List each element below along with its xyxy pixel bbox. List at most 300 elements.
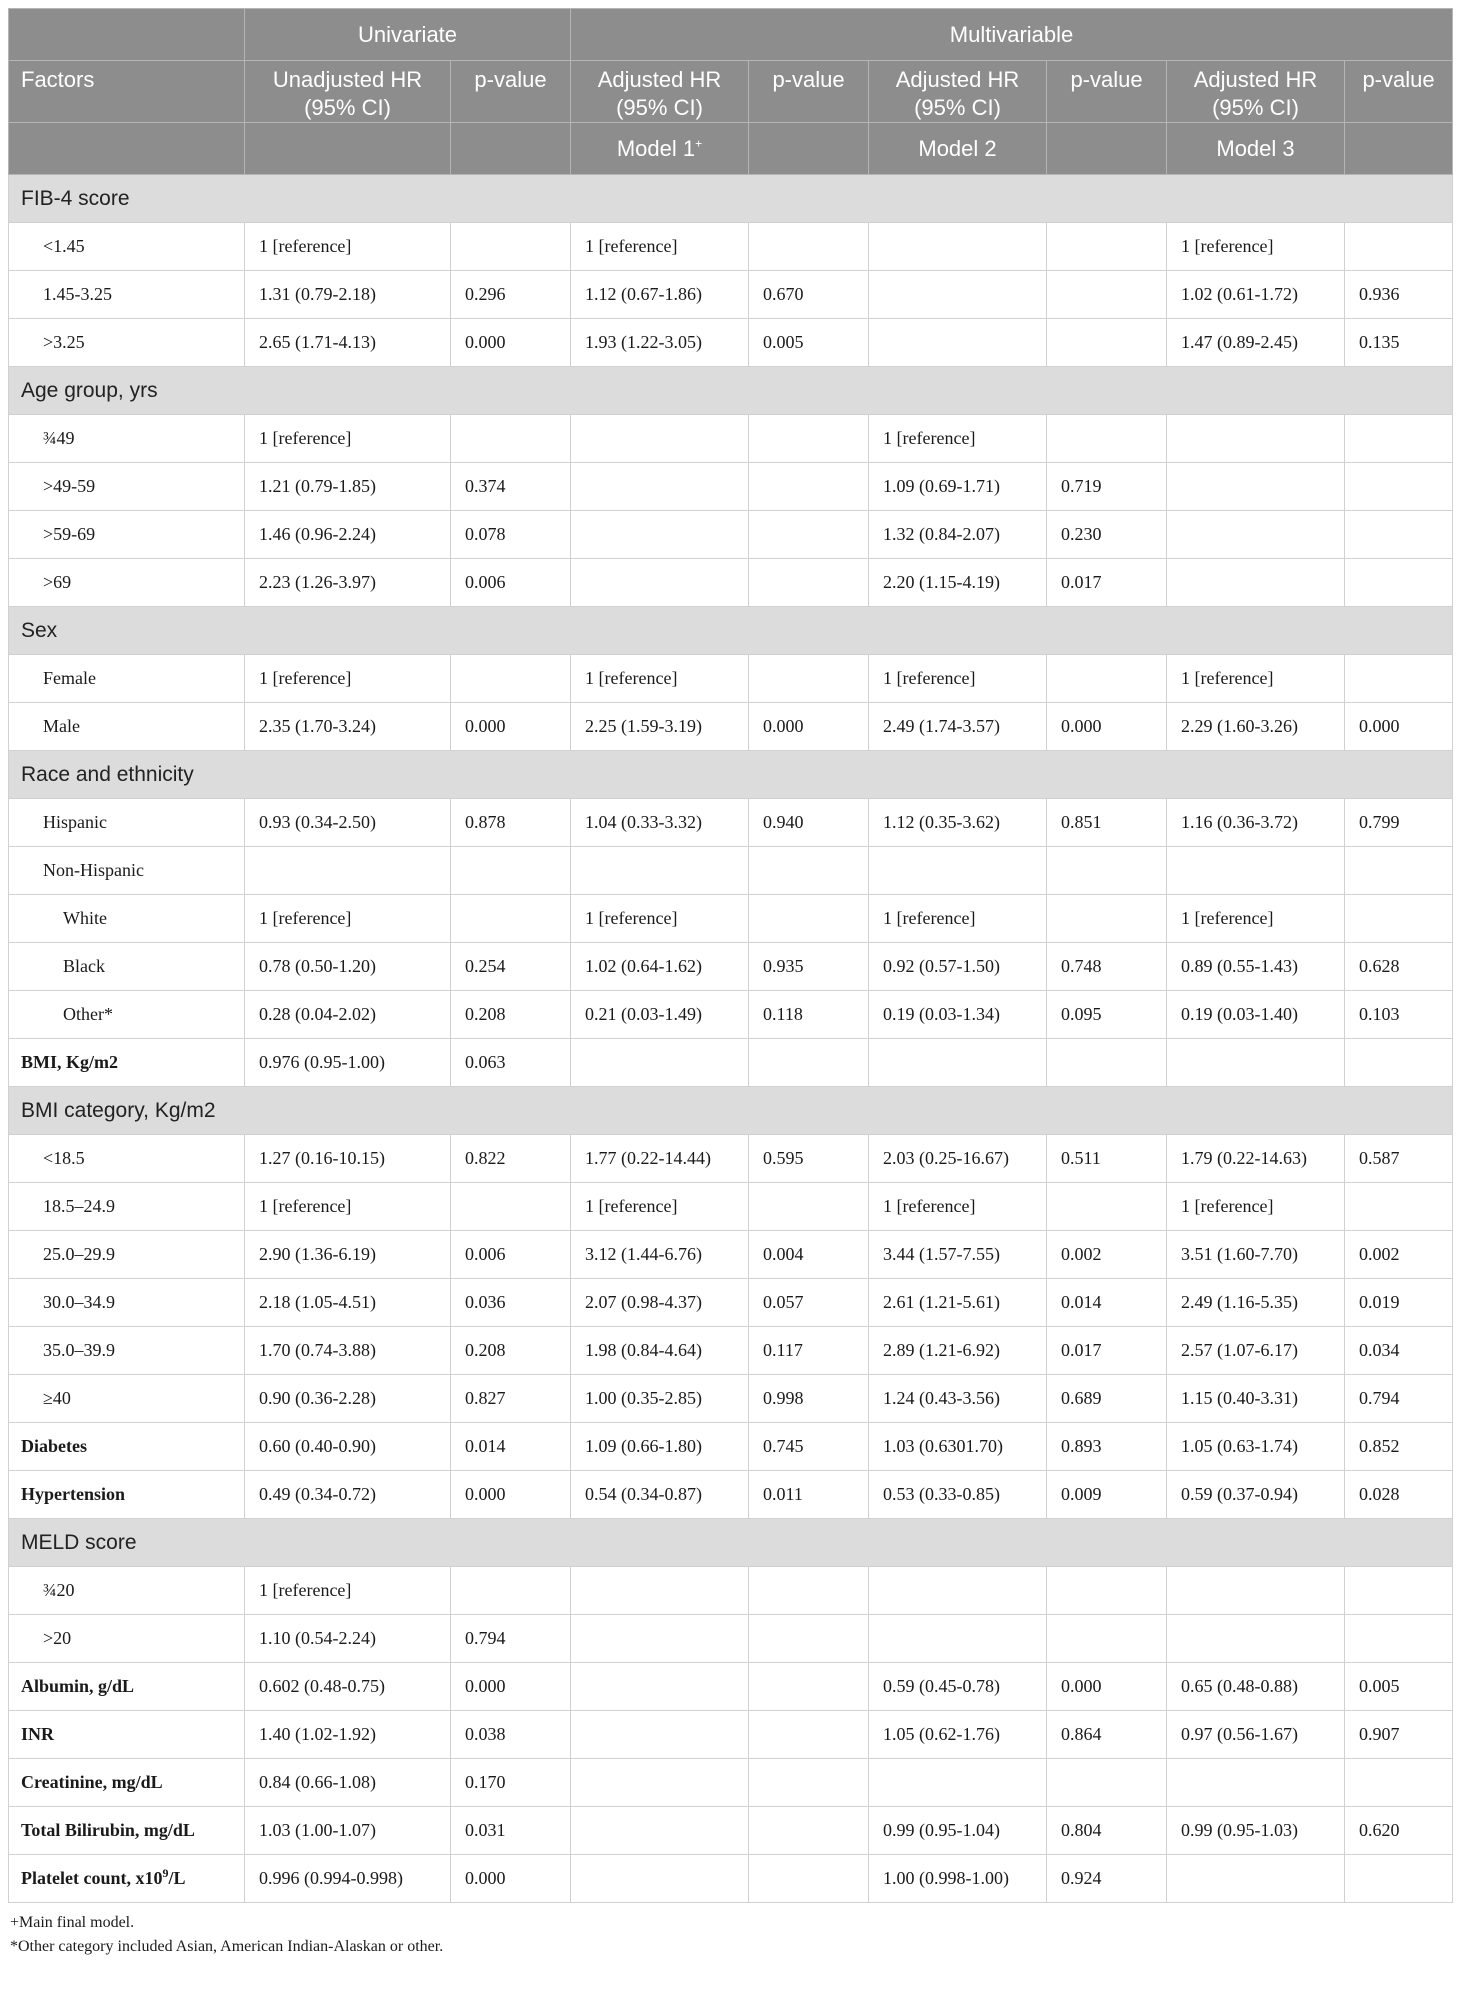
p-value-cell: 0.208 [451,991,571,1039]
hazard-ratio-cell: 1.93 (1.22-3.05) [571,319,749,367]
p-value-cell [749,1615,869,1663]
hazard-ratio-cell: 1.05 (0.63-1.74) [1167,1423,1345,1471]
hazard-ratio-cell: 1 [reference] [869,655,1047,703]
hazard-ratio-cell [1167,415,1345,463]
p-value-cell: 0.907 [1345,1711,1453,1759]
hazard-ratio-cell: 1.03 (0.6301.70) [869,1423,1047,1471]
p-value-cell: 0.017 [1047,559,1167,607]
p-value-cell: 0.170 [451,1759,571,1807]
section-header-row [9,607,1453,655]
section-header-row [9,175,1453,223]
p-value-cell [749,223,869,271]
hazard-ratio-cell: 1 [reference] [571,223,749,271]
hazard-ratio-cell [571,1039,749,1087]
header-blank [749,123,869,175]
p-value-cell [451,415,571,463]
p-value-cell [1345,1855,1453,1903]
hazard-ratio-cell: 0.99 (0.95-1.04) [869,1807,1047,1855]
hazard-ratio-cell [571,847,749,895]
p-value-cell [1345,1567,1453,1615]
hazard-ratio-cell: 1.09 (0.66-1.80) [571,1423,749,1471]
hazard-ratio-cell [869,1567,1047,1615]
hazard-ratio-cell: 0.60 (0.40-0.90) [245,1423,451,1471]
hazard-ratio-cell: 1 [reference] [245,1567,451,1615]
hazard-ratio-cell: 1 [reference] [571,655,749,703]
header-p-value: p-value [451,61,571,123]
section-label: BMI category, Kg/m2 [9,1087,1453,1135]
p-value-cell [1345,463,1453,511]
header-blank [9,123,245,175]
p-value-cell: 0.019 [1345,1279,1453,1327]
p-value-cell [451,1567,571,1615]
hazard-ratio-cell: 2.57 (1.07-6.17) [1167,1327,1345,1375]
factor-label: Black [9,943,245,991]
p-value-cell [1047,1759,1167,1807]
p-value-cell [1047,415,1167,463]
p-value-cell: 0.936 [1345,271,1453,319]
p-value-cell [1345,511,1453,559]
hazard-ratio-cell: 3.44 (1.57-7.55) [869,1231,1047,1279]
p-value-cell: 0.002 [1047,1231,1167,1279]
p-value-cell: 0.017 [1047,1327,1167,1375]
p-value-cell [1047,655,1167,703]
p-value-cell: 0.000 [1047,703,1167,751]
hazard-ratio-cell: 2.49 (1.74-3.57) [869,703,1047,751]
hazard-ratio-cell [869,319,1047,367]
table-row [9,655,1453,703]
p-value-cell: 0.794 [451,1615,571,1663]
table-container [8,8,1452,1959]
hazard-ratio-cell [1167,1855,1345,1903]
hazard-ratio-cell: 3.51 (1.60-7.70) [1167,1231,1345,1279]
hazard-ratio-cell: 1 [reference] [245,895,451,943]
hazard-ratio-cell: 1.24 (0.43-3.56) [869,1375,1047,1423]
hazard-ratio-cell: 1.16 (0.36-3.72) [1167,799,1345,847]
hazard-ratio-cell [571,463,749,511]
p-value-cell [1345,1759,1453,1807]
table-row [9,1711,1453,1759]
header-model-2: Model 2 [869,123,1047,175]
hazard-ratio-cell: 1.79 (0.22-14.63) [1167,1135,1345,1183]
factor-label: 35.0–39.9 [9,1327,245,1375]
p-value-cell [1345,655,1453,703]
p-value-cell: 0.822 [451,1135,571,1183]
p-value-cell: 0.827 [451,1375,571,1423]
p-value-cell [749,1855,869,1903]
p-value-cell: 0.034 [1345,1327,1453,1375]
hazard-ratio-cell: 1.46 (0.96-2.24) [245,511,451,559]
p-value-cell: 0.118 [749,991,869,1039]
hazard-ratio-cell: 1 [reference] [245,655,451,703]
hazard-ratio-cell: 1.10 (0.54-2.24) [245,1615,451,1663]
p-value-cell: 0.000 [451,1855,571,1903]
p-value-cell [451,223,571,271]
p-value-cell: 0.038 [451,1711,571,1759]
p-value-cell [1345,895,1453,943]
factor-label: Female [9,655,245,703]
factor-label: >20 [9,1615,245,1663]
hazard-ratio-cell [1167,1567,1345,1615]
hazard-ratio-cell: 2.29 (1.60-3.26) [1167,703,1345,751]
table-row [9,415,1453,463]
p-value-cell: 0.000 [749,703,869,751]
header-adjusted-hr: Adjusted HR (95% CI) [571,61,749,123]
hazard-ratio-cell: 1.00 (0.998-1.00) [869,1855,1047,1903]
p-value-cell: 0.878 [451,799,571,847]
hazard-ratio-cell [571,559,749,607]
hazard-ratio-cell: 0.19 (0.03-1.34) [869,991,1047,1039]
p-value-cell [1047,1615,1167,1663]
hazard-ratio-cell: 0.19 (0.03-1.40) [1167,991,1345,1039]
header-multivariable: Multivariable [571,9,1453,61]
hazard-ratio-cell: 1 [reference] [245,1183,451,1231]
header-univariate: Univariate [245,9,571,61]
table-row [9,1759,1453,1807]
p-value-cell: 0.296 [451,271,571,319]
p-value-cell [749,1183,869,1231]
table-row [9,1615,1453,1663]
p-value-cell: 0.095 [1047,991,1167,1039]
hazard-ratio-cell: 1.47 (0.89-2.45) [1167,319,1345,367]
table-row [9,463,1453,511]
hazard-ratio-cell [869,1759,1047,1807]
p-value-cell [749,895,869,943]
p-value-cell [1047,271,1167,319]
p-value-cell: 0.748 [1047,943,1167,991]
factor-label: Hypertension [9,1471,245,1519]
p-value-cell [1345,847,1453,895]
hazard-ratio-cell: 1.09 (0.69-1.71) [869,463,1047,511]
hazard-ratio-cell: 2.25 (1.59-3.19) [571,703,749,751]
hazard-ratio-cell: 1.98 (0.84-4.64) [571,1327,749,1375]
hazard-ratio-cell: 2.20 (1.15-4.19) [869,559,1047,607]
hazard-ratio-cell: 1 [reference] [869,895,1047,943]
p-value-cell [749,1807,869,1855]
p-value-cell: 0.000 [451,703,571,751]
hazard-ratio-cell: 2.23 (1.26-3.97) [245,559,451,607]
p-value-cell [1047,1183,1167,1231]
hazard-ratio-cell [245,847,451,895]
p-value-cell [1047,1039,1167,1087]
p-value-cell [1047,319,1167,367]
factor-label: 1.45-3.25 [9,271,245,319]
header-p-value: p-value [749,61,869,123]
p-value-cell [749,1663,869,1711]
factor-label: Total Bilirubin, mg/dL [9,1807,245,1855]
hazard-ratio-cell [1167,511,1345,559]
hazard-ratio-cell: 1.31 (0.79-2.18) [245,271,451,319]
header-blank [245,123,451,175]
p-value-cell [1345,1039,1453,1087]
hazard-ratio-cell: 1 [reference] [571,895,749,943]
hazard-ratio-cell: 1.12 (0.67-1.86) [571,271,749,319]
factor-label: >3.25 [9,319,245,367]
factor-label: ¾20 [9,1567,245,1615]
hazard-ratio-cell: 0.49 (0.34-0.72) [245,1471,451,1519]
table-row [9,271,1453,319]
hazard-ratio-cell: 0.28 (0.04-2.02) [245,991,451,1039]
p-value-cell: 0.009 [1047,1471,1167,1519]
p-value-cell: 0.000 [451,319,571,367]
p-value-cell [749,847,869,895]
section-label: FIB-4 score [9,175,1453,223]
p-value-cell: 0.670 [749,271,869,319]
hazard-ratio-cell: 0.602 (0.48-0.75) [245,1663,451,1711]
hazard-ratio-cell: 1 [reference] [571,1183,749,1231]
footnote-main-model: +Main final model. [10,1914,135,1931]
hazard-ratio-cell [571,1807,749,1855]
hazard-ratio-cell [571,511,749,559]
header-model-1 [571,123,749,175]
p-value-cell: 0.014 [451,1423,571,1471]
hazard-ratio-cell: 0.78 (0.50-1.20) [245,943,451,991]
p-value-cell: 0.006 [451,559,571,607]
hazard-ratio-cell: 0.84 (0.66-1.08) [245,1759,451,1807]
factor-label-suffix: /L [168,1868,186,1888]
table-row [9,895,1453,943]
p-value-cell: 0.028 [1345,1471,1453,1519]
p-value-cell [749,415,869,463]
p-value-cell: 0.057 [749,1279,869,1327]
table-row [9,223,1453,271]
hazard-ratio-cell: 2.07 (0.98-4.37) [571,1279,749,1327]
hazard-ratio-cell: 0.97 (0.56-1.67) [1167,1711,1345,1759]
factor-label: Male [9,703,245,751]
hazard-ratio-cell: 1.02 (0.61-1.72) [1167,271,1345,319]
p-value-cell [1345,415,1453,463]
section-label: MELD score [9,1519,1453,1567]
hazard-ratio-cell: 0.99 (0.95-1.03) [1167,1807,1345,1855]
p-value-cell [451,895,571,943]
hazard-ratio-cell [1167,847,1345,895]
p-value-cell: 0.374 [451,463,571,511]
hazard-ratio-cell: 1.21 (0.79-1.85) [245,463,451,511]
factor-label: INR [9,1711,245,1759]
hazard-ratio-cell: 0.89 (0.55-1.43) [1167,943,1345,991]
factor-label: ¾49 [9,415,245,463]
header-p-value: p-value [1047,61,1167,123]
hazard-ratio-cell: 1.02 (0.64-1.62) [571,943,749,991]
p-value-cell: 0.005 [1345,1663,1453,1711]
header-factors: Factors [9,61,245,123]
hazard-ratio-cell [869,271,1047,319]
factor-label: White [9,895,245,943]
hazard-ratio-cell: 1.04 (0.33-3.32) [571,799,749,847]
model-1-label: Model 1 [616,135,696,161]
p-value-cell: 0.595 [749,1135,869,1183]
factor-label [9,1855,245,1903]
hazard-ratio-cell [571,1615,749,1663]
hazard-ratio-cell: 2.90 (1.36-6.19) [245,1231,451,1279]
factor-label: Non-Hispanic [9,847,245,895]
hazard-ratio-cell: 2.65 (1.71-4.13) [245,319,451,367]
header-adjusted-hr: Adjusted HR (95% CI) [1167,61,1345,123]
p-value-cell: 0.063 [451,1039,571,1087]
hazard-ratio-cell: 1.70 (0.74-3.88) [245,1327,451,1375]
hazard-ratio-cell: 2.89 (1.21-6.92) [869,1327,1047,1375]
p-value-cell [451,1183,571,1231]
hazard-ratio-cell: 2.03 (0.25-16.67) [869,1135,1047,1183]
hazard-ratio-cell: 2.35 (1.70-3.24) [245,703,451,751]
p-value-cell [749,655,869,703]
hazard-ratio-cell: 0.93 (0.34-2.50) [245,799,451,847]
header-p-value: p-value [1345,61,1453,123]
p-value-cell: 0.935 [749,943,869,991]
hazard-ratio-cell: 1 [reference] [1167,895,1345,943]
p-value-cell: 0.893 [1047,1423,1167,1471]
hazard-ratio-cell: 0.54 (0.34-0.87) [571,1471,749,1519]
p-value-cell [749,559,869,607]
hazard-ratio-cell: 1 [reference] [245,223,451,271]
hazard-ratio-cell [571,1759,749,1807]
p-value-cell: 0.998 [749,1375,869,1423]
table-row [9,847,1453,895]
hazard-ratio-cell: 1.32 (0.84-2.07) [869,511,1047,559]
section-header-row [9,367,1453,415]
section-label: Sex [9,607,1453,655]
p-value-cell: 0.852 [1345,1423,1453,1471]
hazard-ratio-cell [1167,1039,1345,1087]
p-value-cell: 0.230 [1047,511,1167,559]
hazard-ratio-cell [571,1663,749,1711]
p-value-cell [1047,895,1167,943]
hazard-ratio-cell: 1.12 (0.35-3.62) [869,799,1047,847]
table-row [9,703,1453,751]
factor-label: BMI, Kg/m2 [9,1039,245,1087]
p-value-cell [1345,1615,1453,1663]
hazard-ratio-cell [869,1615,1047,1663]
table-row [9,943,1453,991]
table-row [9,1423,1453,1471]
table-row [9,1663,1453,1711]
factor-label: >69 [9,559,245,607]
factor-label: 30.0–34.9 [9,1279,245,1327]
hazard-ratio-cell: 1.05 (0.62-1.76) [869,1711,1047,1759]
p-value-cell: 0.851 [1047,799,1167,847]
p-value-cell: 0.135 [1345,319,1453,367]
p-value-cell: 0.000 [1047,1663,1167,1711]
p-value-cell [749,463,869,511]
header-blank [451,123,571,175]
p-value-cell: 0.587 [1345,1135,1453,1183]
p-value-cell: 0.254 [451,943,571,991]
factor-label: 18.5–24.9 [9,1183,245,1231]
table-row [9,991,1453,1039]
p-value-cell: 0.103 [1345,991,1453,1039]
factor-label: Diabetes [9,1423,245,1471]
hazard-ratio-cell: 1.15 (0.40-3.31) [1167,1375,1345,1423]
table-row [9,1807,1453,1855]
table-row [9,511,1453,559]
p-value-cell: 0.117 [749,1327,869,1375]
header-unadjusted-hr: Unadjusted HR (95% CI) [245,61,451,123]
p-value-cell: 0.745 [749,1423,869,1471]
factor-label: Other* [9,991,245,1039]
table-row [9,1183,1453,1231]
factor-label: >49-59 [9,463,245,511]
hazard-ratio-cell: 0.65 (0.48-0.88) [1167,1663,1345,1711]
hazard-ratio-cell [869,223,1047,271]
hazard-ratio-cell [1167,1615,1345,1663]
hazard-ratio-cell [1167,559,1345,607]
hazard-ratio-cell: 1 [reference] [1167,1183,1345,1231]
table-row [9,1231,1453,1279]
p-value-cell [749,1759,869,1807]
hazard-ratio-cell: 1 [reference] [869,415,1047,463]
header-blank [1345,123,1453,175]
table-row [9,1135,1453,1183]
section-header-row [9,1087,1453,1135]
p-value-cell: 0.864 [1047,1711,1167,1759]
hazard-ratio-cell: 0.996 (0.994-0.998) [245,1855,451,1903]
p-value-cell: 0.940 [749,799,869,847]
p-value-cell: 0.005 [749,319,869,367]
p-value-cell: 0.000 [1345,703,1453,751]
table-row [9,1567,1453,1615]
table-row [9,1375,1453,1423]
hazard-ratio-cell: 0.92 (0.57-1.50) [869,943,1047,991]
model-1-superscript: + [695,136,703,151]
table-body [9,175,1453,1903]
hazard-ratio-cell: 0.21 (0.03-1.49) [571,991,749,1039]
factor-label: <1.45 [9,223,245,271]
p-value-cell: 0.000 [451,1663,571,1711]
table-row [9,319,1453,367]
p-value-cell: 0.014 [1047,1279,1167,1327]
header-model-3: Model 3 [1167,123,1345,175]
p-value-cell: 0.006 [451,1231,571,1279]
table-row [9,1327,1453,1375]
factor-label: >59-69 [9,511,245,559]
section-header-row [9,751,1453,799]
factor-label: <18.5 [9,1135,245,1183]
hazard-ratio-cell: 1.40 (1.02-1.92) [245,1711,451,1759]
hazard-ratio-cell: 1.27 (0.16-10.15) [245,1135,451,1183]
hazard-ratio-cell: 1 [reference] [1167,223,1345,271]
header-blank [1047,123,1167,175]
p-value-cell: 0.011 [749,1471,869,1519]
hazard-ratio-cell [571,415,749,463]
factor-label: Albumin, g/dL [9,1663,245,1711]
p-value-cell [1345,223,1453,271]
p-value-cell: 0.794 [1345,1375,1453,1423]
hazard-ratio-cell: 0.59 (0.45-0.78) [869,1663,1047,1711]
p-value-cell: 0.719 [1047,463,1167,511]
table-row [9,1855,1453,1903]
p-value-cell: 0.511 [1047,1135,1167,1183]
p-value-cell [749,1039,869,1087]
hazard-ratio-cell: 2.61 (1.21-5.61) [869,1279,1047,1327]
p-value-cell: 0.804 [1047,1807,1167,1855]
factor-label-text: Platelet count, x10 [21,1868,163,1888]
hazard-ratio-cell [1167,1759,1345,1807]
p-value-cell: 0.799 [1345,799,1453,847]
table-row [9,559,1453,607]
hazard-ratio-cell: 1.77 (0.22-14.44) [571,1135,749,1183]
factor-label: Hispanic [9,799,245,847]
p-value-cell [1047,223,1167,271]
section-label: Age group, yrs [9,367,1453,415]
p-value-cell: 0.689 [1047,1375,1167,1423]
table-row [9,1039,1453,1087]
hazard-ratio-cell [571,1567,749,1615]
p-value-cell [1047,847,1167,895]
p-value-cell [749,1711,869,1759]
hazard-ratio-cell [869,1039,1047,1087]
hazard-ratio-cell [571,1855,749,1903]
hazard-ratio-cell [1167,463,1345,511]
p-value-cell: 0.924 [1047,1855,1167,1903]
